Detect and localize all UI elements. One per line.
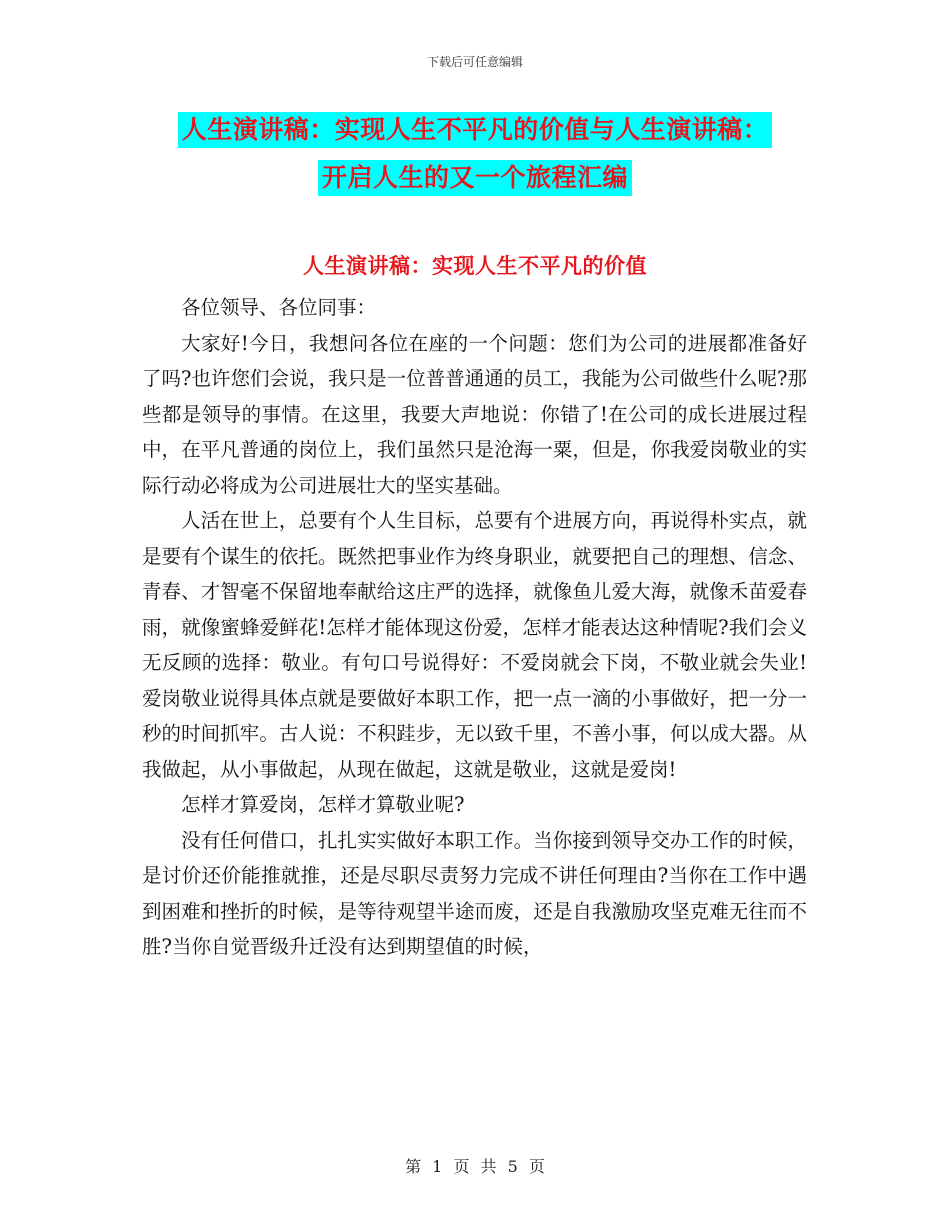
document-title [0,112,950,196]
paragraph: 没有任何借口，扎扎实实做好本职工作。当你接到领导交办工作的时候，是讨价还价能推就推，还是尽职尽责努力完成不讲任何理由?当你在工作中遇到困难和挫折的时候，是等待观望半途而废，还是自我激励攻坚克难无往而不胜?当你自觉晋级升迁没有达到期望值的时候， [142,828,807,958]
header-note: 下载后可任意编辑 [426,55,523,69]
paragraph: 怎样才算爱岗，怎样才算敬业呢? [181,793,465,816]
paragraph: 人活在世上，总要有个人生目标，总要有个进展方向，再说得朴实点，就是要有个谋生的依托。既然把事业作为终身职业，就要把自己的理想、信念、青春、才智毫不保留地奉献给这庄严的选择，就像鱼儿爱大海，就像禾苗爱春雨，就像蜜蜂爱鲜花!怎样才能体现这份爱，怎样才能表达这种情呢?我们会义无反顾的选择：敬业。有句口号说得好：不爱岗就会下岗，不敬业就会失业!爱岗敬业说得具体点就是要做好本职工作，把一点一滴的小事做好，把一分一秒的时间抓牢。古人说：不积跬步，无以致千里，不善小事，何以成大器。从我做起，从小事做起，从现在做起，这就是敬业，这就是爱岗! [142,509,807,781]
paragraph-salutation: 各位领导、各位同事： [181,296,377,319]
body-text [142,290,807,965]
document-title-line-1: 人生演讲稿：实现人生不平凡的价值与人生演讲稿： [178,112,773,148]
document-title-line-2: 开启人生的又一个旅程汇编 [318,160,632,196]
page-footer: 第 1 页 共 5 页 [405,1157,545,1176]
paragraph: 大家好!今日，我想问各位在座的一个问题：您们为公司的进展都准备好了吗?也许您们会说，我只是一位普普通通的员工，我能为公司做些什么呢?那些都是领导的事情。在这里，我要大声地说：你错了!在公司的成长进展过程中，在平凡普通的岗位上，我们虽然只是沧海一粟，但是，你我爱岗敬业的实际行动必将成为公司进展壮大的坚实基础。 [142,331,807,497]
section-title: 人生演讲稿：实现人生不平凡的价值 [303,254,647,278]
